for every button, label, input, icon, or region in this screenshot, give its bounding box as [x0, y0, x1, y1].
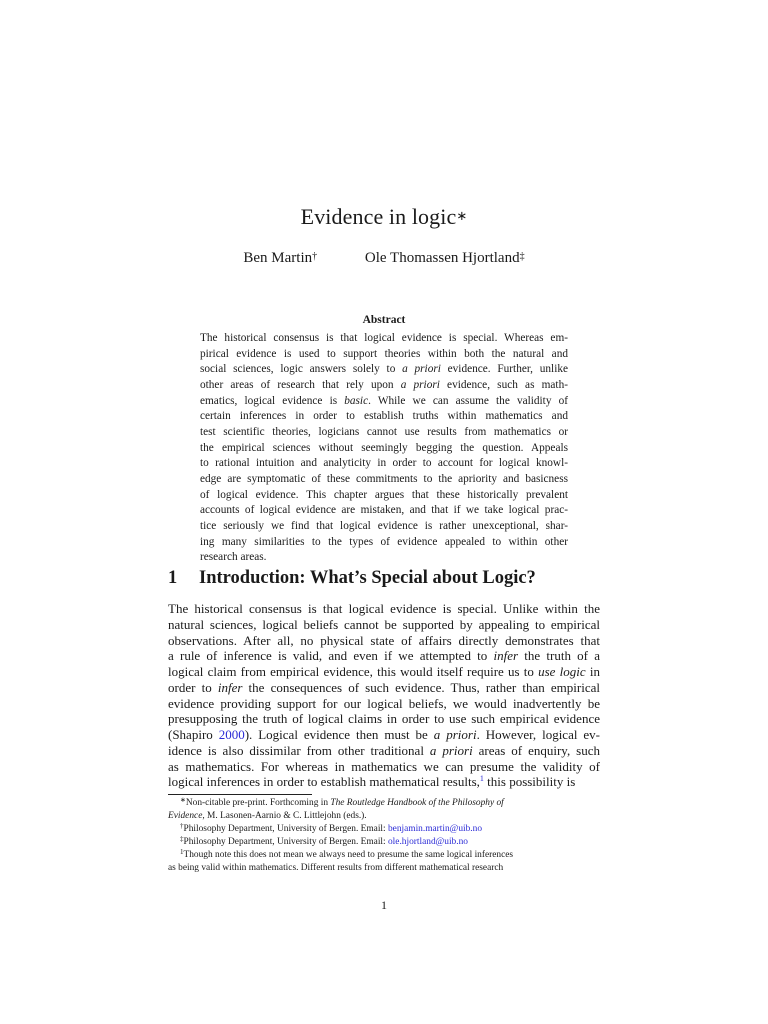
email-link[interactable]: benjamin.martin@uib.no — [387, 824, 483, 835]
body-line: as mathematics. For whereas in mathematics we can presume the validity of — [168, 758, 600, 774]
author-name: Ben Martin — [243, 250, 313, 266]
footnote-rule — [168, 794, 312, 795]
abstract-line: The historical consensus is that logical evidence is special. Whereas em- — [200, 332, 568, 344]
section-heading — [168, 568, 536, 589]
footnotes — [168, 797, 600, 876]
abstract-line: social sciences, logic answers solely to a priori evidence. Further, unlike — [200, 363, 568, 376]
body-line: observations. After all, no physical state of affairs directly demonstrates that — [168, 632, 600, 648]
body-line: presupposing the truth of logical claims in order to use such empirical evidence — [168, 711, 600, 727]
abstract-line: tice seriously we find that logical evidence is rather unexceptional, shar- — [200, 519, 568, 532]
body-line: a rule of inference is valid, and even if we attempted to infer the truth of a — [168, 648, 600, 664]
section-title: Introduction: What’s Special about Logic? — [199, 568, 536, 588]
author-ole-hjortland — [365, 250, 525, 267]
abstract-line: the empirical sciences without seemingly begging the question. Appeals — [200, 441, 568, 454]
body-line: order to infer the consequences of such evidence. Thus, rather than empirical — [168, 679, 600, 695]
abstract-line: research areas. — [200, 551, 267, 564]
page-number: 1 — [381, 898, 387, 912]
citation-link[interactable]: 2000 — [218, 727, 245, 742]
author-ben-martin — [243, 250, 317, 267]
body-line: evidence providing support for our logical beliefs, we would inadvertently be — [168, 695, 600, 711]
abstract-line: ing many similarities to the types of evidence appealed to within other — [200, 535, 568, 548]
footnote-line: †Philosophy Department, University of Bergen. Email: benjamin.martin@uib.no — [180, 822, 483, 835]
abstract-line: pirical evidence is used to support theories within both the natural and — [200, 347, 568, 360]
abstract-line: other areas of research that rely upon a priori evidence, such as math- — [200, 378, 568, 391]
footnote-line: as being valid within mathematics. Different results from different mathematical research — [168, 863, 504, 874]
title-text: Evidence in logic — [300, 204, 457, 229]
author-footnote-mark[interactable]: ‡ — [519, 251, 525, 262]
body-line: logical claim from empirical evidence, this would itself require us to use logic in — [168, 664, 600, 679]
footnote-line: ‡Philosophy Department, University of Bergen. Email: ole.hjortland@uib.no — [180, 835, 468, 848]
author-name: Ole Thomassen Hjortland — [364, 250, 520, 266]
abstract-heading: Abstract — [362, 314, 406, 326]
author-footnote-mark[interactable]: † — [312, 251, 318, 262]
footnote-line: ∗Non-citable pre-print. Forthcoming in The Routledge Handbook of the Philosophy of — [180, 796, 504, 808]
section-body — [168, 601, 600, 792]
abstract-line: certain inferences in order to establish truths within mathematics and — [200, 410, 568, 423]
abstract-line: of logical evidence. This chapter argues that these historically prevalent — [200, 488, 568, 501]
abstract-line: accounts of logical evidence are mistaken, and that if we take logical prac- — [200, 504, 568, 517]
title-footnote-mark[interactable]: ∗ — [456, 208, 468, 223]
section-number: 1 — [168, 568, 178, 588]
body-line: (Shapiro 2000). Logical evidence then must be a priori. However, logical ev- — [168, 727, 600, 742]
author-list — [0, 250, 768, 267]
abstract-body — [200, 331, 568, 566]
footnote-line: $^1$Though note this does not mean we always need to presume the same logical inferences — [180, 848, 514, 861]
abstract-line: to rational intuition and analyticity in order to account for logical knowl- — [200, 457, 568, 470]
body-line: natural sciences, logical beliefs cannot be supported by appealing to empirical — [168, 616, 600, 632]
footnote-ref-1[interactable]: 1 — [479, 774, 484, 784]
abstract-line: edge are symptomatic of these commitments to the apriority and basicness — [200, 472, 568, 485]
footnote-line: Evidence, M. Lasonen-Aarnio & C. Littlejohn (eds.). — [168, 811, 367, 822]
abstract-line: ematics, logical evidence is basic. While we can assume the validity of — [200, 394, 568, 407]
body-line: logical inferences in order to establish mathematical results,$^1$ this possibility is — [168, 774, 576, 790]
email-link[interactable]: ole.hjortland@uib.no — [387, 837, 468, 848]
paper-title — [0, 204, 768, 230]
body-line: idence is also dissimilar from other traditional a priori areas of enquiry, such — [168, 742, 600, 758]
body-line: The historical consensus is that logical evidence is special. Unlike within the — [168, 601, 600, 616]
abstract-line: test scientific theories, logicians cannot use results from mathematics or — [200, 425, 568, 438]
